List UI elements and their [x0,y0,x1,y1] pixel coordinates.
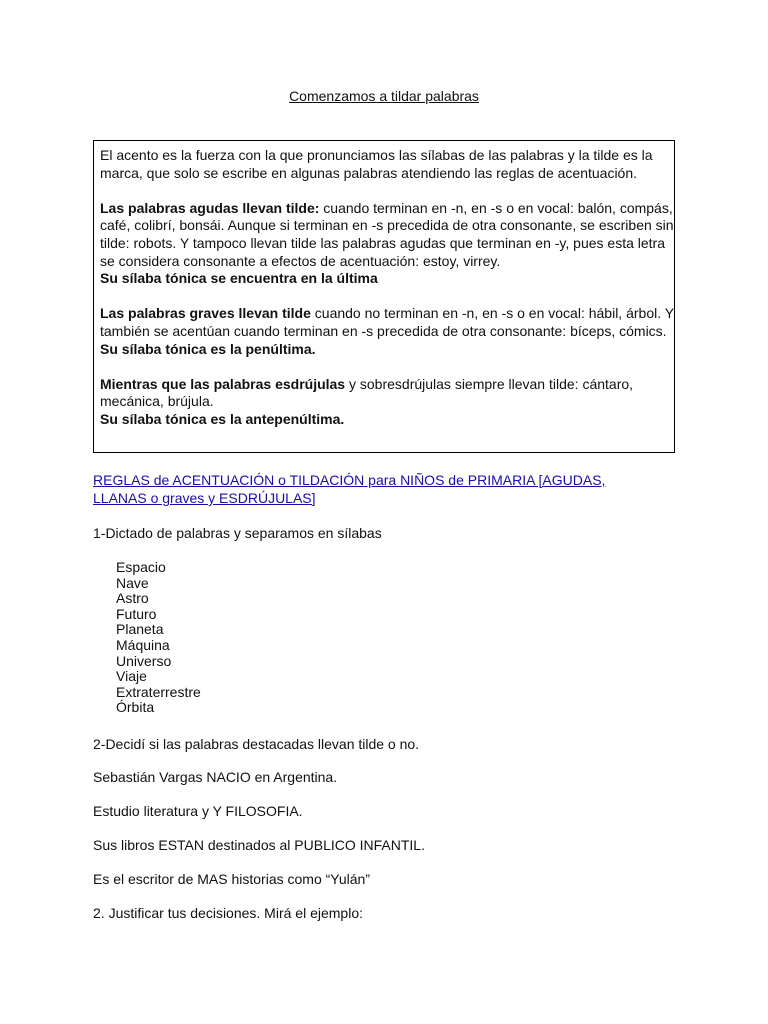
sentence-item: Sebastián Vargas NACIO en Argentina. [93,769,338,785]
word-list [116,560,201,716]
sentence-item: Sus libros ESTAN destinados al PUBLICO INFANTIL. [93,837,425,853]
esdrujulas-paragraph [100,376,674,429]
word-item: Astro [116,590,149,607]
esdrujulas-text: y sobresdrújulas siempre llevan tilde: cántaro, mecánica, brújula. [100,375,634,410]
esdrujulas-tonic: Su sílaba tónica es la antepenúltima. [100,410,345,427]
word-item: Viaje [116,668,147,685]
exercise-1-instruction: 1-Dictado de palabras y separamos en sílabas [93,525,382,541]
rules-video-link[interactable]: REGLAS de ACENTUACIÓN o TILDACIÓN para NIÑOS de PRIMARIA [AGUDAS, LLANAS o graves y ESDRÚJULAS] [93,472,606,506]
word-item: Espacio [116,559,166,575]
rules-box [93,140,675,453]
word-item: Extraterrestre [116,683,201,700]
agudas-text: cuando terminan en -n, en -s o en vocal: balón, compás, café, colibrí, bonsái. Aunque si terminan en -s precedida de otra consonante, se escriben sin tilde: robots. Y tampoco llevan tilde las palabras agudas que terminan en -y, pues esta letra se considera consonante a efectos de acentuación: estoy, virrey. [100,199,674,269]
exercise-3-instruction: 2. Justificar tus decisiones. Mirá el ejemplo: [93,905,363,921]
graves-heading: Las palabras graves llevan tilde [100,305,311,322]
page-title: Comenzamos a tildar palabras [289,88,479,104]
exercise-2-instruction: 2-Decidí si las palabras destacadas llevan tilde o no. [93,736,420,752]
word-item: Universo [116,652,172,669]
graves-text: cuando no terminan en -n, en -s o en vocal: hábil, árbol. Y también se acentúan cuando terminan en -s precedida de otra consonante: bíceps, cómics. [100,305,674,339]
graves-tonic: Su sílaba tónica es la penúltima. [100,340,316,357]
word-item: Máquina [116,636,170,653]
agudas-heading: Las palabras agudas llevan tilde: [100,199,320,216]
sentence-item: Estudio literatura y Y FILOSOFIA. [93,803,303,819]
word-item: Órbita [116,699,155,716]
agudas-tonic: Su sílaba tónica se encuentra en la última [100,270,378,287]
esdrujulas-heading: Mientras que las palabras esdrújulas [100,375,346,392]
word-item: Nave [116,574,149,591]
sentence-item: Es el escritor de MAS historias como “Yulán” [93,871,370,887]
word-item: Futuro [116,605,157,622]
agudas-paragraph [100,200,674,288]
word-item: Planeta [116,621,164,638]
intro-paragraph: El acento es la fuerza con la que pronunciamos las sílabas de las palabras y la tilde es la marca, que solo se escribe en algunas palabras atendiendo las reglas de acentuación. [100,147,653,181]
graves-paragraph [100,305,674,358]
